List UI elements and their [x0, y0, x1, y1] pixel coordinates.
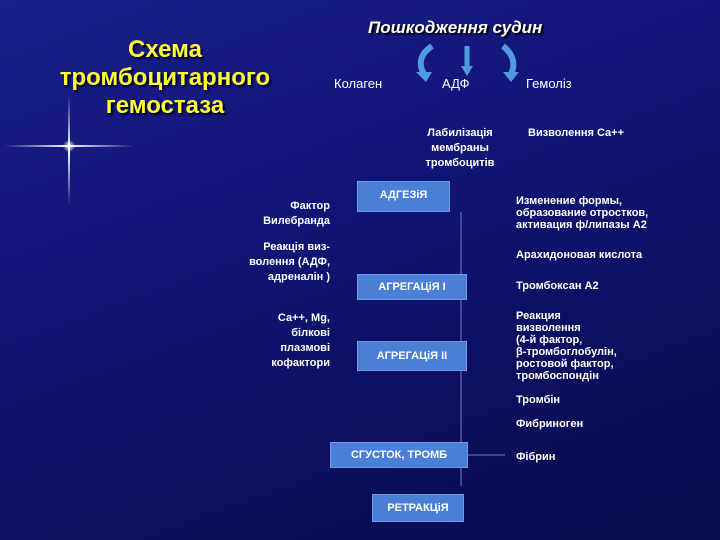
- willebrand-factor: [200, 199, 330, 229]
- curved-arrow-left-icon: [421, 46, 432, 74]
- plasma-cofactors: [200, 311, 330, 371]
- release-note-line-4: β-тромбоглобулін,: [516, 346, 617, 358]
- release-line-1: Реакція виз-: [263, 241, 330, 253]
- arrowhead-left-icon: [416, 72, 432, 82]
- release-reaction-note: [516, 310, 716, 382]
- arrowhead-right-icon: [503, 72, 519, 82]
- vessel-damage-heading: Пошкодження судин: [368, 18, 543, 37]
- cofactors-line-4: кофактори: [271, 357, 330, 369]
- title-line-3: гемостаза: [105, 92, 225, 119]
- fibrinogen-note: Фибриноген: [516, 418, 584, 430]
- trigger-collagen: Колаген: [334, 76, 383, 91]
- shape-change-line-3: активация ф/липазы А2: [516, 219, 647, 231]
- arachidonic-acid-note: Арахидоновая кислота: [516, 249, 643, 261]
- willebrand-line-2: Вилебранда: [263, 215, 330, 227]
- stage-adhesion: АДГЕЗіЯ: [357, 181, 450, 212]
- cofactors-line-2: білкові: [291, 327, 330, 339]
- fibrin-note: Фібрин: [516, 451, 556, 463]
- title-line-1: Схема: [128, 36, 202, 63]
- cofactors-line-3: плазмові: [280, 342, 330, 354]
- arrowhead-middle-icon: [461, 66, 473, 76]
- stage-aggregation-1: АГРЕГАЦіЯ I: [357, 274, 467, 300]
- stage-aggregation-2: АГРЕГАЦіЯ II: [357, 341, 467, 371]
- labilization-line-3: тромбоцитів: [425, 157, 495, 169]
- trigger-hemolysis: Гемоліз: [526, 76, 572, 91]
- trigger-adp: АДФ: [442, 76, 470, 91]
- shape-change-line-1: Изменение формы,: [516, 195, 623, 207]
- cofactors-line-1: Са++, Mg,: [277, 312, 330, 324]
- shape-change-line-2: образование отростков,: [516, 207, 649, 219]
- labilization-note: [400, 126, 520, 171]
- release-reaction-factor: [200, 240, 330, 285]
- calcium-release-note: Визволення Са++: [528, 127, 625, 139]
- release-line-3: адреналін ): [267, 271, 330, 283]
- curved-arrow-right-icon: [503, 46, 513, 74]
- labilization-line-2: мембраны: [431, 142, 489, 154]
- release-note-line-2: визволення: [516, 322, 581, 334]
- release-note-line-3: (4-й фактор,: [516, 334, 583, 346]
- thrombin-note: Тромбін: [516, 394, 561, 406]
- release-note-line-6: тромбоспондін: [516, 370, 599, 382]
- release-line-2: волення (АДФ,: [249, 256, 330, 268]
- shape-change-note: [516, 195, 716, 231]
- title-line-2: тромбоцитарного: [59, 64, 271, 91]
- stage-clot-thrombus: СГУСТОК, ТРОМБ: [330, 442, 468, 468]
- release-note-line-5: ростовой фактор,: [516, 358, 614, 370]
- labilization-line-1: Лабилізація: [427, 127, 493, 139]
- willebrand-line-1: Фактор: [290, 200, 330, 212]
- stage-retraction: РЕТРАКЦіЯ: [372, 494, 464, 522]
- thromboxane-note: Тромбоксан А2: [516, 280, 599, 292]
- release-note-line-1: Реакция: [516, 310, 561, 322]
